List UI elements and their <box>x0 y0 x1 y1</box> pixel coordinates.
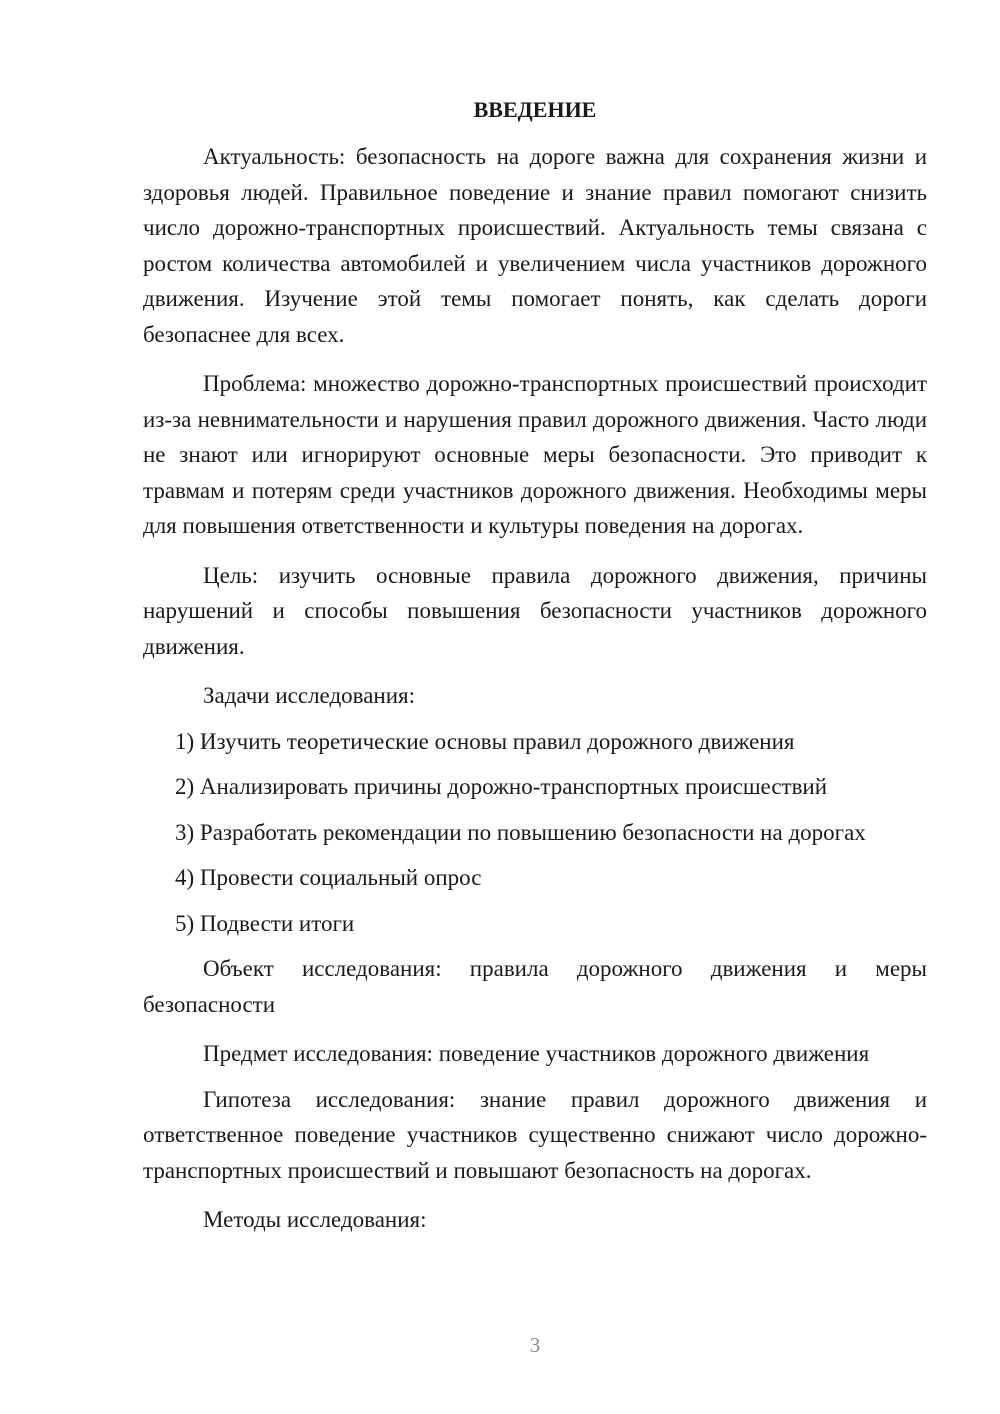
task-item-2: 2) Анализировать причины дорожно-транспортных происшествий <box>175 774 828 799</box>
relevance-paragraph: Актуальность: безопасность на дороге важна для сохранения жизни и здоровья людей. Правильное поведение и знание правил помогают снизить число дорожно-транспортных происшествий. Актуальность темы связана с ростом количества автомобилей и увеличением числа участников дорожного движения. Изучение этой темы помогает понять, как сделать дороги безопаснее для всех. <box>143 144 927 347</box>
task-item-5: 5) Подвести итоги <box>175 910 355 936</box>
goal-paragraph: Цель: изучить основные правила дорожного движения, причины нарушений и способы повышения безопасности участников дорожного движения. <box>143 562 927 659</box>
object-paragraph: Объект исследования: правила дорожного движения и меры безопасности <box>143 956 927 1017</box>
subject-paragraph: Предмет исследования: поведение участников дорожного движения <box>203 1041 870 1066</box>
task-item-4: 4) Провести социальный опрос <box>175 865 482 890</box>
tasks-list <box>143 724 927 942</box>
methods-heading: Методы исследования: <box>203 1207 427 1232</box>
problem-paragraph: Проблема: множество дорожно-транспортных происшествий происходит из-за невнимательности и нарушения правил дорожного движения. Часто люди не знают или игнорируют основные меры безопасности. Это приводит к травмам и потерям среди участников дорожного движения. Необходимы меры для повышения ответственности и культуры поведения на дорогах. <box>143 371 927 538</box>
hypothesis-paragraph: Гипотеза исследования: знание правил дорожного движения и ответственное поведение участников существенно снижают число дорожно-транспортных происшествий и повышают безопасность на дорогах. <box>143 1086 927 1183</box>
page-heading: ВВЕДЕНИЕ <box>473 97 597 122</box>
task-item-1: 1) Изучить теоретические основы правил дорожного движения <box>175 728 795 754</box>
page-content <box>143 92 927 1248</box>
task-item-3: 3) Разработать рекомендации по повышению безопасности на дорогах <box>175 819 866 845</box>
page-number: 3 <box>529 1333 541 1357</box>
tasks-heading: Задачи исследования: <box>203 683 416 708</box>
